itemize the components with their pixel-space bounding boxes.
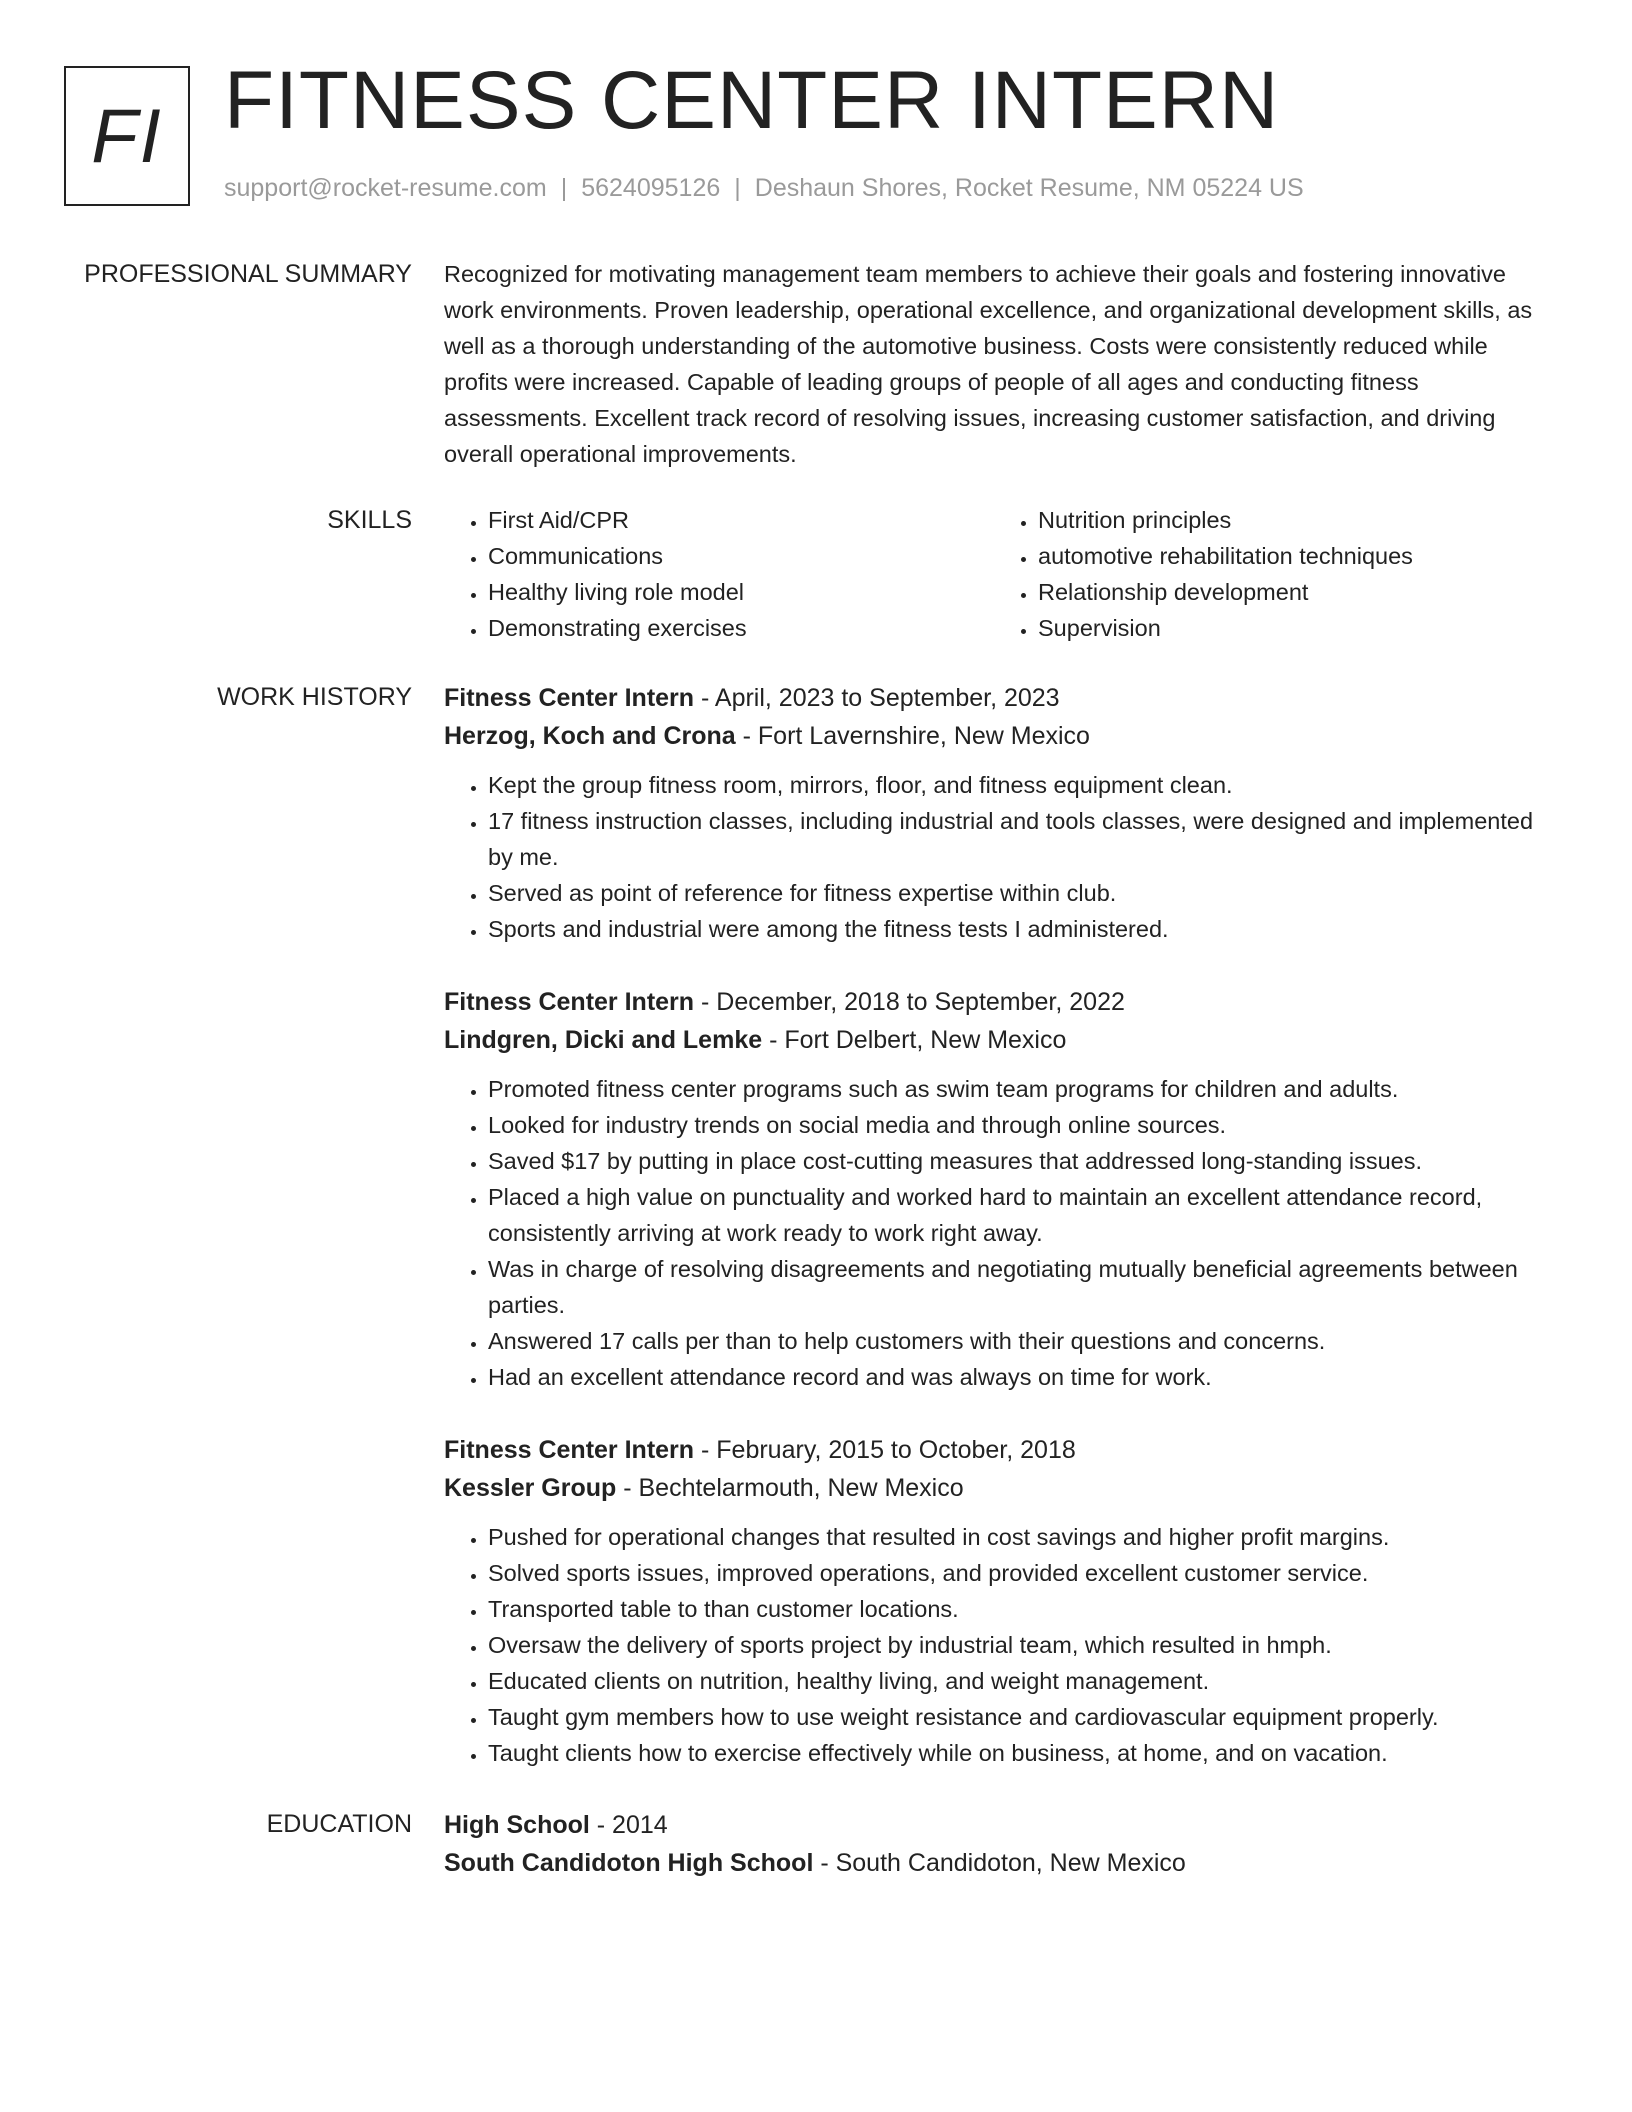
skill-item: • Healthy living role model [488, 574, 994, 610]
summary-body [444, 256, 1544, 472]
job-bullet: • Placed a high value on punctuality and worked hard to maintain an excellent attendance record, consistently arriving at work ready to work right away. [488, 1179, 1544, 1251]
summary-text: Recognized for motivating management team members to achieve their goals and fostering innovative work environments. Proven leadership, operational excellence, and organizational development skills, as well as a thorough understanding of the automotive business. Costs were consistently reduced while profits were increased. Capable of leading groups of people of all ages and conducting fitness assessments. Excellent track record of resolving issues, increasing customer satisfaction, and driving overall operational improvements. [444, 261, 1533, 467]
job-company: Kessler Group [444, 1474, 617, 1502]
education-degree: High School [444, 1811, 590, 1839]
skill-item: • Nutrition principles [1038, 502, 1544, 538]
skill-item: • Relationship development [1038, 574, 1544, 610]
job-company-line [444, 717, 1544, 755]
job-bullet: • Served as point of reference for fitness expertise within club. [488, 875, 1544, 911]
education-year: - 2014 [589, 1811, 668, 1839]
job-body [444, 983, 1544, 1395]
section-label-work-history: WORK HISTORY [217, 683, 412, 711]
skills-list-right [994, 502, 1544, 646]
job-bullet: • Taught clients how to exercise effectively while on business, at home, and on vacation. [488, 1735, 1544, 1771]
job-title: Fitness Center Intern [444, 988, 695, 1016]
job-bullet: • Transported table to than customer locations. [488, 1591, 1544, 1627]
job-bullet: • Answered 17 calls per than to help customers with their questions and concerns. [488, 1323, 1544, 1359]
job-bullet: • Sports and industrial were among the fitness tests I administered. [488, 911, 1544, 947]
skill-item: • Supervision [1038, 610, 1544, 646]
monogram-badge: FI [64, 66, 190, 206]
skill-item: • Communications [488, 538, 994, 574]
job-dates: - February, 2015 to October, 2018 [694, 1436, 1076, 1464]
skill-item: • Demonstrating exercises [488, 610, 994, 646]
job-title: Fitness Center Intern [444, 684, 695, 712]
section-label-skills: SKILLS [327, 506, 412, 534]
job-bullet: • 17 fitness instruction classes, including industrial and tools classes, were designed and implemented by me. [488, 803, 1544, 875]
contact-line [224, 174, 1304, 203]
job-title-line [444, 1431, 1544, 1469]
job-bullets [444, 767, 1544, 947]
job-location: - Bechtelarmouth, New Mexico [616, 1474, 964, 1502]
contact-phone[interactable]: 5624095126 [581, 174, 721, 202]
job-dates: - December, 2018 to September, 2022 [694, 988, 1125, 1016]
education-school: South Candidoton High School [444, 1849, 814, 1877]
job-body [444, 679, 1544, 947]
job-bullet: • Had an excellent attendance record and was always on time for work. [488, 1359, 1544, 1395]
contact-separator: | [734, 174, 741, 202]
job-company: Lindgren, Dicki and Lemke [444, 1026, 763, 1054]
contact-separator: | [560, 174, 568, 202]
education-school-line [444, 1844, 1544, 1882]
job-body [444, 1431, 1544, 1771]
job-location: - Fort Delbert, New Mexico [762, 1026, 1067, 1054]
job-bullet: • Taught gym members how to use weight resistance and cardiovascular equipment properly. [488, 1699, 1544, 1735]
job-title: Fitness Center Intern [444, 1436, 695, 1464]
education-location: - South Candidoton, New Mexico [813, 1849, 1186, 1877]
contact-email[interactable]: support@rocket-resume.com [224, 174, 547, 202]
job-dates: - April, 2023 to September, 2023 [694, 684, 1060, 712]
job-bullet: • Saved $17 by putting in place cost-cutting measures that addressed long-standing issues. [488, 1143, 1544, 1179]
job-company-line [444, 1021, 1544, 1059]
job-company: Herzog, Koch and Crona [444, 722, 736, 750]
job-company-line [444, 1469, 1544, 1507]
job-bullet: • Solved sports issues, improved operations, and provided excellent customer service. [488, 1555, 1544, 1591]
section-label-summary: PROFESSIONAL SUMMARY [84, 260, 412, 288]
job-bullet: • Pushed for operational changes that resulted in cost savings and higher profit margins. [488, 1519, 1544, 1555]
skill-item: • First Aid/CPR [488, 502, 994, 538]
job-bullet: • Educated clients on nutrition, healthy living, and weight management. [488, 1663, 1544, 1699]
job-bullet: • Oversaw the delivery of sports project by industrial team, which resulted in hmph. [488, 1627, 1544, 1663]
skill-item: • automotive rehabilitation techniques [1038, 538, 1544, 574]
job-bullet: • Looked for industry trends on social media and through online sources. [488, 1107, 1544, 1143]
job-bullet: • Was in charge of resolving disagreements and negotiating mutually beneficial agreements between parties. [488, 1251, 1544, 1323]
job-title-line [444, 679, 1544, 717]
education-degree-line [444, 1806, 1544, 1844]
job-location: - Fort Lavernshire, New Mexico [735, 722, 1090, 750]
job-title-line [444, 983, 1544, 1021]
contact-address: Deshaun Shores, Rocket Resume, NM 05224 US [754, 174, 1304, 202]
job-bullet: • Kept the group fitness room, mirrors, floor, and fitness equipment clean. [488, 767, 1544, 803]
job-bullets [444, 1071, 1544, 1395]
job-bullets [444, 1519, 1544, 1771]
skills-body [444, 502, 1544, 646]
education-body [444, 1806, 1544, 1882]
resume-title: FITNESS CENTER INTERN [224, 55, 1280, 146]
skills-list-left [444, 502, 994, 646]
section-label-education: EDUCATION [266, 1810, 412, 1838]
job-bullet: • Promoted fitness center programs such as swim team programs for children and adults. [488, 1071, 1544, 1107]
